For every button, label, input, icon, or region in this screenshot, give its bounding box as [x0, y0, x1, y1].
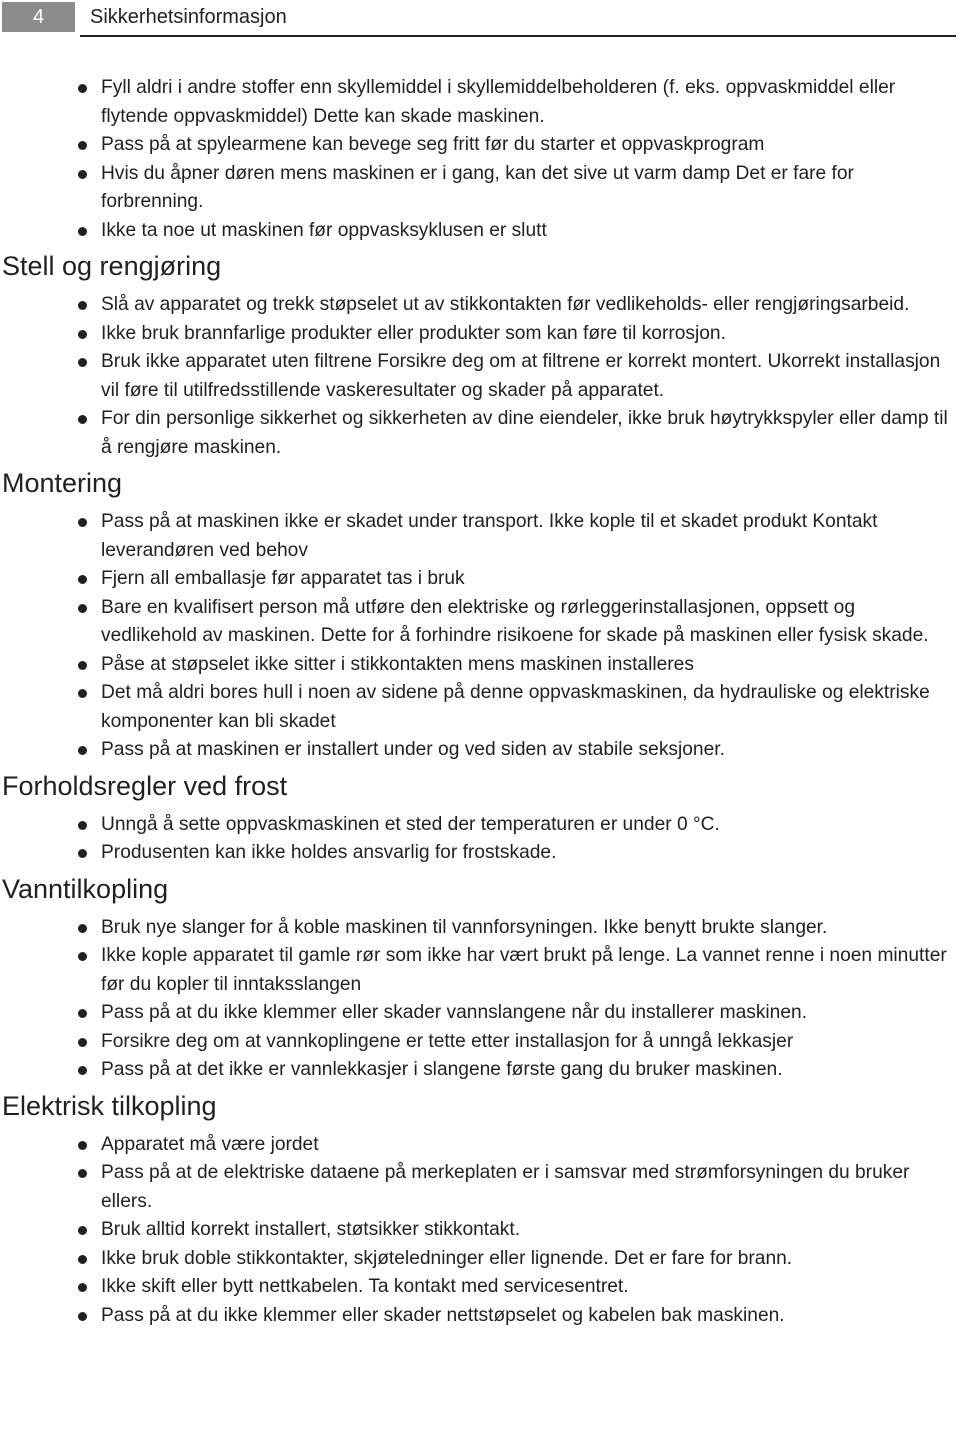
- list-item: [0, 679, 960, 736]
- list-item-text: Pass på at det ikke er vannlekkasjer i slangene første gang du bruker maskinen.: [101, 1059, 783, 1080]
- list-item-text: Pass på at maskinen er installert under og ved siden av stabile seksjoner.: [101, 739, 725, 760]
- list-item-text: For din personlige sikkerhet og sikkerheten av dine eiendeler, ikke bruk høytrykkspyler eller damp til å rengjøre maskinen.: [101, 408, 948, 458]
- bullet-icon: [78, 330, 87, 339]
- bullet-icon: [78, 1009, 87, 1018]
- list-item: [0, 508, 960, 565]
- bullet-icon: [78, 141, 87, 150]
- list-item: [0, 1302, 960, 1331]
- bullet-icon: [78, 84, 87, 93]
- bullet-icon: [78, 952, 87, 961]
- bullet-icon: [78, 849, 87, 858]
- list-item: [0, 1056, 960, 1085]
- section-list-vanntilkopling: [0, 914, 960, 1085]
- page-number: 4: [2, 2, 75, 32]
- list-item-text: Ikke bruk brannfarlige produkter eller produkter som kan føre til korrosjon.: [101, 322, 726, 344]
- list-item-text: Pass på at de elektriske dataene på merkeplaten er i samsvar med strømforsyningen du bruker ellers.: [101, 1162, 910, 1212]
- list-item-text: Ikke kople apparatet til gamle rør som ikke har vært brukt på lenge. La vannet renne i noen minutter før du kopler til inntaksslangen: [101, 945, 947, 995]
- section-list-frost: [0, 811, 960, 868]
- bullet-icon: [78, 170, 87, 179]
- bullet-icon: [78, 924, 87, 933]
- list-item: [0, 1131, 960, 1160]
- list-item: [0, 1216, 960, 1245]
- list-item-text: Ikke bruk doble stikkontakter, skjøteledninger eller lignende. Det er fare for brann.: [101, 1247, 793, 1269]
- list-item-text: Det må aldri bores hull i noen av sidene på denne oppvaskmaskinen, da hydrauliske og elektriske komponenter kan bli skadet: [101, 682, 930, 732]
- list-item-text: Fjern all emballasje før apparatet tas i bruk: [101, 568, 465, 589]
- list-item: [0, 811, 960, 840]
- section-heading-montering: Montering: [2, 468, 123, 498]
- list-item-text: Unngå å sette oppvaskmaskinen et sted der temperaturen er under 0 °C.: [101, 813, 720, 835]
- bullet-icon: [78, 358, 87, 367]
- list-item: [0, 320, 960, 349]
- list-item: [0, 914, 960, 943]
- bullet-icon: [78, 1312, 87, 1321]
- page-header: [0, 0, 960, 34]
- section-heading-elektrisk: Elektrisk tilkopling: [2, 1090, 217, 1121]
- bullet-icon: [78, 689, 87, 698]
- list-item: [0, 942, 960, 999]
- list-item: [0, 291, 960, 320]
- list-item: [0, 405, 960, 462]
- list-item-text: Bruk ikke apparatet uten filtrene Forsikre deg om at filtrene er korrekt montert. Ukorrekt installasjon vil føre til utilfredsstillende vaskeresultater og skader på apparatet.: [101, 351, 941, 401]
- list-item: [0, 1273, 960, 1302]
- bullet-icon: [78, 1283, 87, 1292]
- bullet-icon: [78, 661, 87, 670]
- bullet-icon: [78, 1169, 87, 1178]
- list-item-text: Pass på at maskinen ikke er skadet under transport. Ikke kople til et skadet produkt Kontakt leverandøren ved behov: [101, 511, 878, 561]
- list-item-text: Pass på at du ikke klemmer eller skader nettstøpselet og kabelen bak maskinen.: [101, 1304, 785, 1326]
- list-item-text: Produsenten kan ikke holdes ansvarlig for frostskade.: [101, 842, 557, 863]
- list-item: [0, 651, 960, 680]
- list-item-text: Ikke ta noe ut maskinen før oppvasksyklusen er slutt: [101, 219, 547, 241]
- list-item-text: Fyll aldri i andre stoffer enn skyllemiddel i skyllemiddelbeholderen (f. eks. oppvaskmiddel eller flytende oppvaskmiddel) Dette kan skade maskinen.: [101, 77, 896, 127]
- list-item: [0, 594, 960, 651]
- list-item-text: Hvis du åpner døren mens maskinen er i gang, kan det sive ut varm damp Det er fare for forbrenning.: [101, 162, 854, 212]
- list-item: [0, 160, 960, 217]
- page-title: Sikkerhetsinformasjon: [90, 6, 287, 28]
- bullet-icon: [78, 604, 87, 613]
- document-body: [0, 74, 960, 1334]
- list-item: [0, 348, 960, 405]
- list-item-text: Bruk alltid korrekt installert, støtsikker stikkontakt.: [101, 1219, 521, 1240]
- bullet-icon: [78, 1038, 87, 1047]
- list-item: [0, 565, 960, 594]
- section-heading-stell: Stell og rengjøring: [2, 251, 222, 281]
- section-list-elektrisk: [0, 1131, 960, 1331]
- intro-list: [0, 74, 960, 245]
- list-item-text: Slå av apparatet og trekk støpselet ut av stikkontakten før vedlikeholds- eller rengjøringsarbeid.: [101, 294, 910, 315]
- list-item: [0, 131, 960, 160]
- bullet-icon: [78, 301, 87, 310]
- bullet-icon: [78, 1226, 87, 1235]
- bullet-icon: [78, 821, 87, 830]
- list-item: [0, 1159, 960, 1216]
- list-item-text: Bare en kvalifisert person må utføre den elektriske og rørleggerinstallasjonen, oppsett og vedlikehold av maskinen. Dette for å forhindre risikoene for skade på maskinen eller fysisk skade.: [101, 596, 929, 646]
- list-item: [0, 1028, 960, 1057]
- list-item-text: Ikke skift eller bytt nettkabelen. Ta kontakt med servicesentret.: [101, 1276, 629, 1297]
- bullet-icon: [78, 1066, 87, 1075]
- list-item: [0, 999, 960, 1028]
- list-item: [0, 217, 960, 246]
- list-item: [0, 839, 960, 868]
- bullet-icon: [78, 1141, 87, 1150]
- section-list-montering: [0, 508, 960, 765]
- bullet-icon: [78, 575, 87, 584]
- list-item: [0, 1245, 960, 1274]
- bullet-icon: [78, 227, 87, 236]
- list-item-text: Pass på at spylearmene kan bevege seg fritt før du starter et oppvaskprogram: [101, 134, 765, 155]
- list-item-text: Forsikre deg om at vannkoplingene er tette etter installasjon for å unngå lekkasjer: [101, 1030, 794, 1052]
- section-heading-frost: Forholdsregler ved frost: [2, 770, 288, 801]
- list-item-text: Apparatet må være jordet: [101, 1133, 319, 1155]
- list-item-text: Bruk nye slanger for å koble maskinen til vannforsyningen. Ikke benytt brukte slanger.: [101, 916, 828, 938]
- section-heading-vanntilkopling: Vanntilkopling: [2, 873, 169, 904]
- section-list-stell: [0, 291, 960, 462]
- list-item-text: Pass på at du ikke klemmer eller skader vannslangene når du installerer maskinen.: [101, 1002, 808, 1023]
- bullet-icon: [78, 518, 87, 527]
- bullet-icon: [78, 746, 87, 755]
- list-item-text: Påse at støpselet ikke sitter i stikkontakten mens maskinen installeres: [101, 653, 694, 675]
- bullet-icon: [78, 415, 87, 424]
- list-item: [0, 736, 960, 765]
- bullet-icon: [78, 1255, 87, 1264]
- list-item: [0, 74, 960, 131]
- header-divider: [80, 35, 956, 37]
